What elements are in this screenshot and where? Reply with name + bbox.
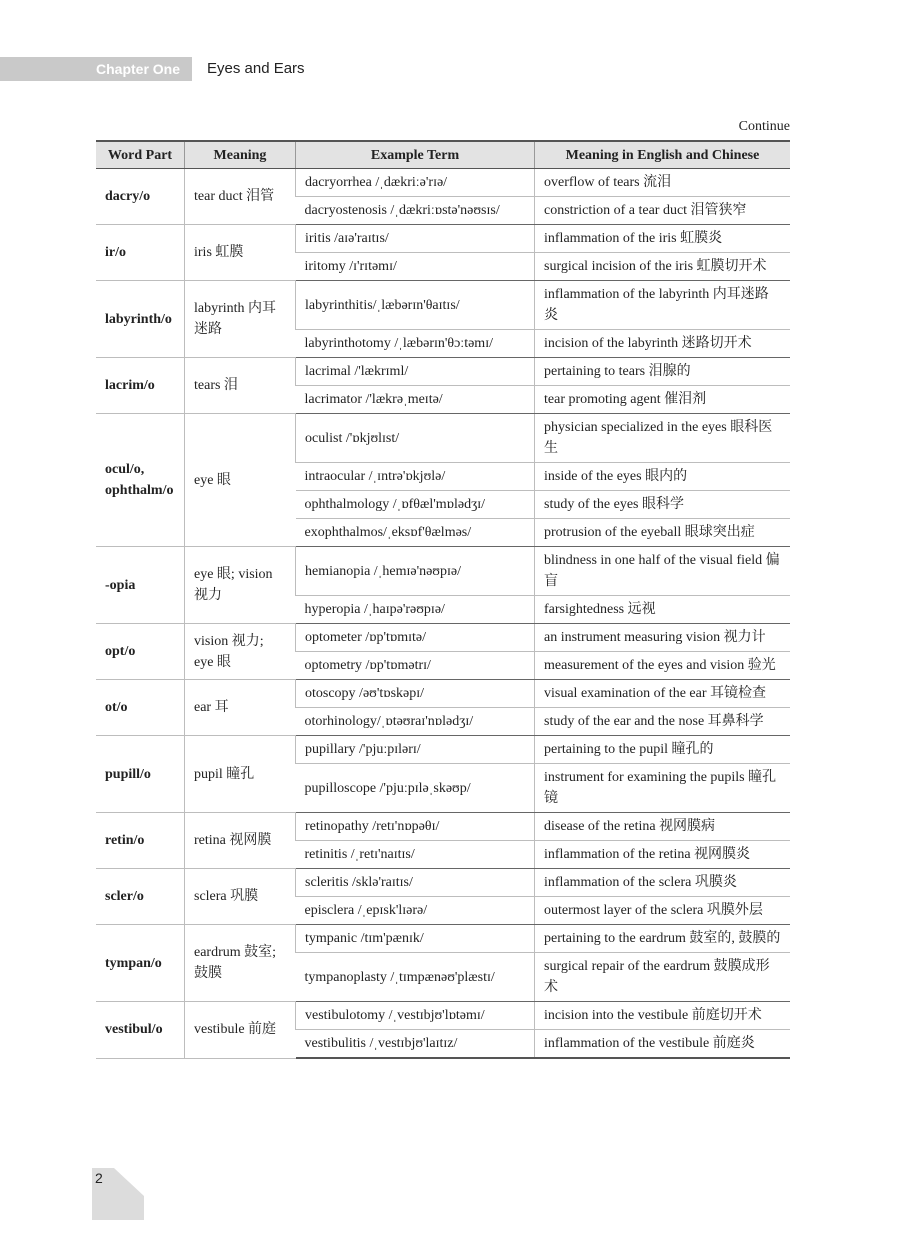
example-term-cell: tympanoplasty /ˌtɪmpænəʊ'plæstɪ/ [296,953,535,1002]
example-term-cell: hyperopia /ˌhaɪpə'rəʊpɪə/ [296,596,535,624]
term-meaning-cell: surgical incision of the iris 虹膜切开术 [535,253,791,281]
column-header-meaning: Meaning [185,141,296,169]
term-meaning-cell: overflow of tears 流泪 [535,169,791,197]
table-row [96,869,790,897]
example-term-cell: vestibulitis /ˌvestɪbjʊ'laɪtɪz/ [296,1030,535,1059]
continue-label: Continue [738,119,790,134]
example-term-cell: intraocular /ˌɪntrə'ɒkjʊlə/ [296,463,535,491]
term-meaning-cell: inflammation of the vestibule 前庭炎 [535,1030,791,1059]
chapter-title: Eyes and Ears [207,60,305,77]
table-row [96,736,790,764]
term-meaning-cell: physician specialized in the eyes 眼科医生 [535,414,791,463]
term-meaning-cell: measurement of the eyes and vision 验光 [535,652,791,680]
example-term-cell: scleritis /sklə'raɪtɪs/ [296,869,535,897]
table-row [96,925,790,953]
meaning-cell: eardrum 鼓室; 鼓膜 [185,925,296,1002]
example-term-cell: oculist /'ɒkjʊlɪst/ [296,414,535,463]
table-header-row [96,141,790,169]
table-row [96,358,790,386]
term-meaning-cell: outermost layer of the sclera 巩膜外层 [535,897,791,925]
example-term-cell: retinopathy /retɪ'nɒpəθɪ/ [296,813,535,841]
term-meaning-cell: disease of the retina 视网膜病 [535,813,791,841]
example-term-cell: optometer /ɒp'tɒmɪtə/ [296,624,535,652]
term-meaning-cell: inflammation of the sclera 巩膜炎 [535,869,791,897]
term-meaning-cell: pertaining to the eardrum 鼓室的, 鼓膜的 [535,925,791,953]
word-part-cell: ocul/o, ophthalm/o [96,414,185,547]
term-meaning-cell: study of the eyes 眼科学 [535,491,791,519]
meaning-cell: tears 泪 [185,358,296,414]
word-part-cell: tympan/o [96,925,185,1002]
meaning-cell: tear duct 泪管 [185,169,296,225]
word-part-cell: opt/o [96,624,185,680]
word-part-cell: labyrinth/o [96,281,185,358]
column-header-word-part: Word Part [96,141,185,169]
table-row [96,813,790,841]
table-row [96,414,790,463]
meaning-cell: sclera 巩膜 [185,869,296,925]
word-part-table [96,140,790,1059]
table-row [96,680,790,708]
table-row [96,624,790,652]
term-meaning-cell: pertaining to the pupil 瞳孔的 [535,736,791,764]
word-part-cell: ot/o [96,680,185,736]
word-part-cell: dacry/o [96,169,185,225]
example-term-cell: retinitis /ˌretɪ'naɪtɪs/ [296,841,535,869]
example-term-cell: lacrimal /'lækrɪml/ [296,358,535,386]
term-meaning-cell: inflammation of the labyrinth 内耳迷路炎 [535,281,791,330]
term-meaning-cell: visual examination of the ear 耳镜检查 [535,680,791,708]
page-number: 2 [95,1170,103,1186]
term-meaning-cell: blindness in one half of the visual field 偏盲 [535,547,791,596]
example-term-cell: otoscopy /əʊ'tɒskəpɪ/ [296,680,535,708]
word-part-cell: ir/o [96,225,185,281]
term-meaning-cell: protrusion of the eyeball 眼球突出症 [535,519,791,547]
example-term-cell: iritis /aɪə'raɪtɪs/ [296,225,535,253]
example-term-cell: exophthalmos/ˌeksɒf'θælməs/ [296,519,535,547]
example-term-cell: episclera /ˌepɪsk'lɪərə/ [296,897,535,925]
word-part-cell: -opia [96,547,185,624]
example-term-cell: vestibulotomy /ˌvestɪbjʊ'lɒtəmɪ/ [296,1002,535,1030]
table-row [96,169,790,197]
example-term-cell: lacrimator /'lækrəˌmeɪtə/ [296,386,535,414]
meaning-cell: ear 耳 [185,680,296,736]
term-meaning-cell: tear promoting agent 催泪剂 [535,386,791,414]
table-body [96,169,790,1059]
term-meaning-cell: farsightedness 远视 [535,596,791,624]
term-meaning-cell: constriction of a tear duct 泪管狭窄 [535,197,791,225]
column-header-meaning-en-zh: Meaning in English and Chinese [535,141,791,169]
example-term-cell: pupilloscope /'pjuːpɪləˌskəʊp/ [296,764,535,813]
example-term-cell: iritomy /ɪ'rɪtəmɪ/ [296,253,535,281]
word-part-cell: vestibul/o [96,1002,185,1059]
example-term-cell: optometry /ɒp'tɒmətrɪ/ [296,652,535,680]
term-meaning-cell: incision into the vestibule 前庭切开术 [535,1002,791,1030]
example-term-cell: labyrinthotomy /ˌlæbərɪn'θɔːtəmɪ/ [296,330,535,358]
example-term-cell: ophthalmology /ˌɒfθæl'mɒlədʒɪ/ [296,491,535,519]
example-term-cell: tympanic /tɪm'pænɪk/ [296,925,535,953]
example-term-cell: dacryostenosis /ˌdækriːɒstə'nəʊsɪs/ [296,197,535,225]
term-meaning-cell: inflammation of the retina 视网膜炎 [535,841,791,869]
table-row [96,281,790,330]
term-meaning-cell: incision of the labyrinth 迷路切开术 [535,330,791,358]
meaning-cell: vision 视力; eye 眼 [185,624,296,680]
term-meaning-cell: pertaining to tears 泪腺的 [535,358,791,386]
word-part-cell: retin/o [96,813,185,869]
term-meaning-cell: inside of the eyes 眼内的 [535,463,791,491]
term-meaning-cell: an instrument measuring vision 视力计 [535,624,791,652]
column-header-example-term: Example Term [296,141,535,169]
word-part-cell: scler/o [96,869,185,925]
meaning-cell: eye 眼 [185,414,296,547]
table-row [96,225,790,253]
meaning-cell: vestibule 前庭 [185,1002,296,1059]
table-row [96,547,790,596]
example-term-cell: pupillary /'pjuːpɪlərɪ/ [296,736,535,764]
meaning-cell: eye 眼; vision 视力 [185,547,296,624]
term-meaning-cell: inflammation of the iris 虹膜炎 [535,225,791,253]
table-row [96,1002,790,1030]
meaning-cell: retina 视网膜 [185,813,296,869]
meaning-cell: iris 虹膜 [185,225,296,281]
term-meaning-cell: instrument for examining the pupils 瞳孔镜 [535,764,791,813]
example-term-cell: otorhinology/ˌɒtəʊraɪ'nɒlədʒɪ/ [296,708,535,736]
meaning-cell: pupil 瞳孔 [185,736,296,813]
term-meaning-cell: surgical repair of the eardrum 鼓膜成形术 [535,953,791,1002]
meaning-cell: labyrinth 内耳迷路 [185,281,296,358]
example-term-cell: labyrinthitis/ˌlæbərɪn'θaɪtɪs/ [296,281,535,330]
example-term-cell: hemianopia /ˌhemɪə'nəʊpɪə/ [296,547,535,596]
chapter-label: Chapter One [96,61,181,77]
example-term-cell: dacryorrhea /ˌdækriːə'rɪə/ [296,169,535,197]
word-part-cell: pupill/o [96,736,185,813]
term-meaning-cell: study of the ear and the nose 耳鼻科学 [535,708,791,736]
word-part-cell: lacrim/o [96,358,185,414]
